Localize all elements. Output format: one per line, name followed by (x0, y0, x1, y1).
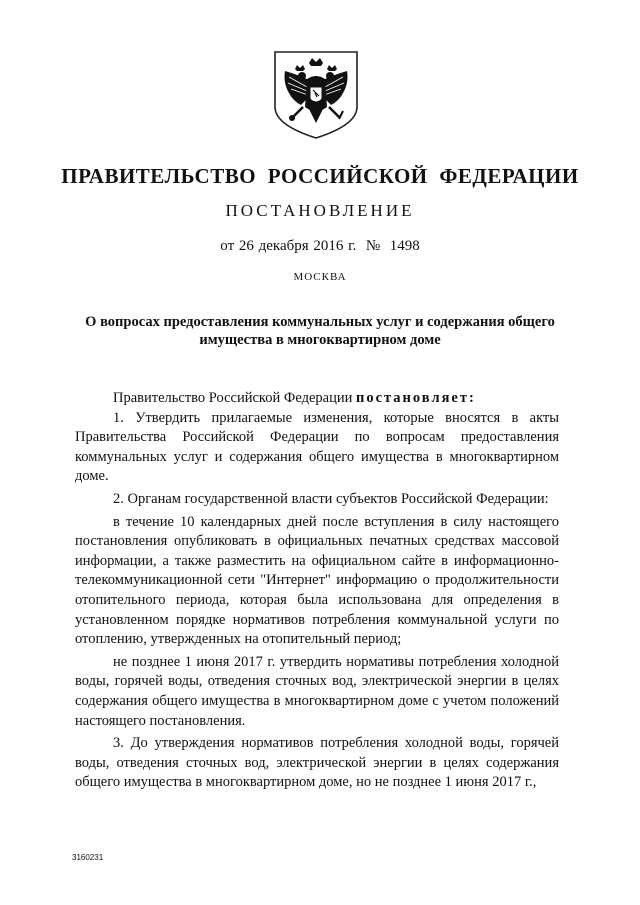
paragraph-3: 3. До утверждения нормативов потребления холодной воды, горячей воды, отведения сточных вод, электрической энергии в целях содержания общего имущества в многоквартирном доме, но не позднее 1 июня 2017 г., (75, 735, 559, 791)
document-type: ПОСТАНОВЛЕНИЕ (225, 201, 415, 220)
coat-of-arms-icon (271, 49, 361, 141)
document-body (75, 389, 559, 793)
city: МОСКВА (293, 271, 347, 283)
footer-code: 3160231 (72, 853, 104, 862)
preamble-paragraph (75, 389, 559, 409)
paragraph-2-item-1: в течение 10 календарных дней после вступления в силу настоящего постановления опубликовать в официальных печатных средствах массовой информации, а также разместить на официальном сайте в информационно-телекоммуникационной сети "Интернет" информацию о продолжительности отопительного периода, которая была использована для определения в установленном порядке нормативов потребления коммунальной услуги по отоплению, утвержденных на отопительный период; (75, 513, 559, 648)
government-title: ПРАВИТЕЛЬСТВО РОССИЙСКОЙ ФЕДЕРАЦИИ (61, 164, 579, 188)
document-subject: О вопросах предоставления коммунальных услуг и содержания общего имущества в многоквартирном доме (85, 314, 555, 348)
date-and-number: от 26 декабря 2016 г. № 1498 (220, 238, 420, 254)
paragraph-2-item-2: не позднее 1 июня 2017 г. утвердить нормативы потребления холодной воды, горячей воды, отведения сточных вод, электрической энергии в целях содержания общего имущества в многоквартирном доме с учетом положений настоящего постановления. (75, 653, 559, 729)
paragraph-2: 2. Органам государственной власти субъектов Российской Федерации: (113, 490, 549, 507)
resolves-word: постановляет: (355, 390, 476, 406)
preamble-text: Правительство Российской Федерации (113, 390, 353, 406)
paragraph-1: 1. Утвердить прилагаемые изменения, которые вносятся в акты Правительства Российской Федерации по вопросам предоставления коммунальных услуг и содержания общего имущества в многоквартирном доме. (75, 409, 559, 485)
